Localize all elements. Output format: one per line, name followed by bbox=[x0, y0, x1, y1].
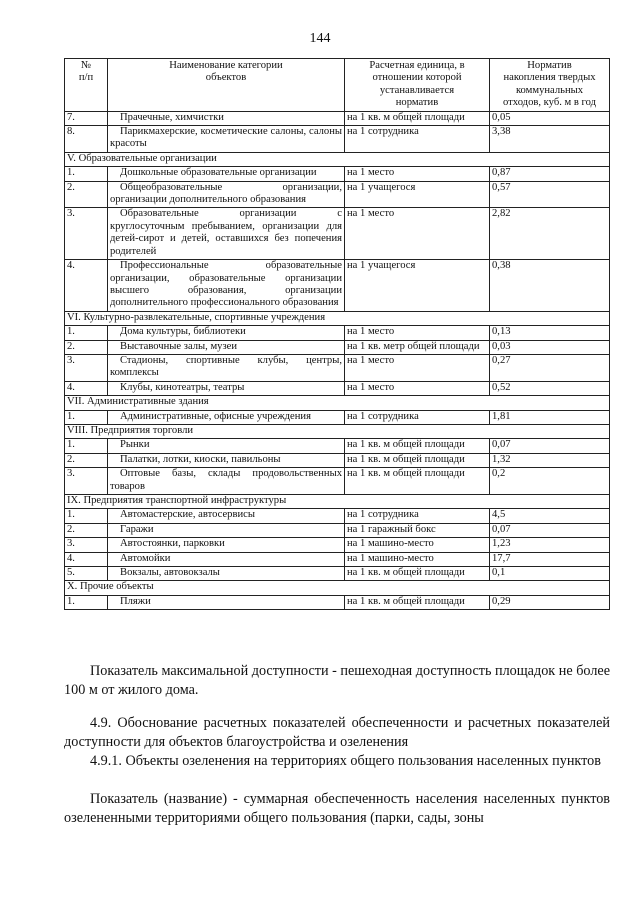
row-number: 3. bbox=[65, 354, 108, 381]
header-unit bbox=[345, 59, 490, 112]
norm-value: 2,82 bbox=[490, 208, 610, 260]
table-row bbox=[65, 167, 610, 181]
unit-of-measure: на 1 учащегося bbox=[345, 181, 490, 208]
table-row bbox=[65, 552, 610, 566]
row-number: 2. bbox=[65, 181, 108, 208]
table-row bbox=[65, 381, 610, 395]
table-section-row bbox=[65, 396, 610, 410]
table-row bbox=[65, 354, 610, 381]
table-row bbox=[65, 509, 610, 523]
unit-of-measure: на 1 кв. м общей площади bbox=[345, 111, 490, 125]
row-number: 3. bbox=[65, 538, 108, 552]
norm-value: 0,07 bbox=[490, 439, 610, 453]
category-name: Дошкольные образовательные организации bbox=[108, 167, 345, 181]
row-number: 2. bbox=[65, 340, 108, 354]
norm-value: 0,57 bbox=[490, 181, 610, 208]
table-row bbox=[65, 208, 610, 260]
table-row bbox=[65, 326, 610, 340]
norm-value: 3,38 bbox=[490, 126, 610, 153]
unit-of-measure: на 1 кв. м общей площади bbox=[345, 567, 490, 581]
table-row bbox=[65, 439, 610, 453]
waste-norms-table bbox=[64, 58, 610, 610]
unit-of-measure: на 1 место bbox=[345, 381, 490, 395]
category-name: Гаражи bbox=[108, 523, 345, 537]
header-num-text: № п/п bbox=[78, 60, 94, 84]
row-number: 4. bbox=[65, 381, 108, 395]
norm-value: 0,29 bbox=[490, 595, 610, 609]
category-name: Автостоянки, парковки bbox=[108, 538, 345, 552]
category-name: Прачечные, химчистки bbox=[108, 111, 345, 125]
unit-of-measure: на 1 сотрудника bbox=[345, 126, 490, 153]
unit-of-measure: на 1 кв. м общей площади bbox=[345, 439, 490, 453]
norm-value: 4,5 bbox=[490, 509, 610, 523]
section-title: VI. Культурно-развлекательные, спортивные учреждения bbox=[65, 311, 610, 325]
table-row bbox=[65, 260, 610, 312]
header-norm bbox=[490, 59, 610, 112]
paragraph-section-4-9: 4.9. Обоснование расчетных показателей обеспеченности и расчетных показателей доступности для объектов благоустройства и озеленения bbox=[64, 715, 610, 750]
table-section-row bbox=[65, 152, 610, 166]
category-name: Дома культуры, библиотеки bbox=[108, 326, 345, 340]
unit-of-measure: на 1 сотрудника bbox=[345, 509, 490, 523]
row-number: 5. bbox=[65, 567, 108, 581]
table-body bbox=[65, 111, 610, 610]
table-row bbox=[65, 567, 610, 581]
category-name: Образовательные организации с круглосуточным пребыванием, организации для детей-сирот и детей, оставшихся без попечения родителей bbox=[108, 208, 345, 260]
norm-value: 1,32 bbox=[490, 453, 610, 467]
section-title: VII. Административные здания bbox=[65, 396, 610, 410]
unit-of-measure: на 1 место bbox=[345, 167, 490, 181]
paragraph-accessibility: Показатель максимальной доступности - пешеходная доступность площадок не более 100 м от жилого дома. bbox=[64, 663, 610, 698]
table-row bbox=[65, 340, 610, 354]
section-title: IX. Предприятия транспортной инфраструктуры bbox=[65, 495, 610, 509]
page-number: 144 bbox=[309, 31, 331, 46]
row-number: 1. bbox=[65, 439, 108, 453]
unit-of-measure: на 1 место bbox=[345, 326, 490, 340]
row-number: 4. bbox=[65, 552, 108, 566]
paragraph-section-4-9-1: 4.9.1. Объекты озеленения на территориях общего пользования населенных пунктов bbox=[90, 753, 601, 769]
row-number: 7. bbox=[65, 111, 108, 125]
table-row bbox=[65, 453, 610, 467]
table-row bbox=[65, 126, 610, 153]
row-number: 2. bbox=[65, 523, 108, 537]
unit-of-measure: на 1 машино-место bbox=[345, 538, 490, 552]
section-title: V. Образовательные организации bbox=[65, 152, 610, 166]
category-name: Автомастерские, автосервисы bbox=[108, 509, 345, 523]
category-name: Общеобразовательные организации, организации дополнительного образования bbox=[108, 181, 345, 208]
section-title: VIII. Предприятия торговли bbox=[65, 424, 610, 438]
table-section-row bbox=[65, 311, 610, 325]
header-name bbox=[108, 59, 345, 112]
row-number: 1. bbox=[65, 326, 108, 340]
unit-of-measure: на 1 сотрудника bbox=[345, 410, 490, 424]
unit-of-measure: на 1 кв. м общей площади bbox=[345, 468, 490, 495]
section-title: X. Прочие объекты bbox=[65, 581, 610, 595]
category-name: Палатки, лотки, киоски, павильоны bbox=[108, 453, 345, 467]
table-row bbox=[65, 538, 610, 552]
row-number: 4. bbox=[65, 260, 108, 312]
norm-value: 0,03 bbox=[490, 340, 610, 354]
paragraph-indicator: Показатель (название) - суммарная обеспеченность населения населенных пунктов озелененными территориями общего пользования (парки, сады, зоны bbox=[64, 791, 610, 826]
unit-of-measure: на 1 учащегося bbox=[345, 260, 490, 312]
unit-of-measure: на 1 место bbox=[345, 208, 490, 260]
unit-of-measure: на 1 гаражный бокс bbox=[345, 523, 490, 537]
table-section-row bbox=[65, 495, 610, 509]
row-number: 1. bbox=[65, 595, 108, 609]
table-row bbox=[65, 181, 610, 208]
unit-of-measure: на 1 машино-место bbox=[345, 552, 490, 566]
norm-value: 0,38 bbox=[490, 260, 610, 312]
table-row bbox=[65, 595, 610, 609]
unit-of-measure: на 1 кв. м общей площади bbox=[345, 595, 490, 609]
row-number: 1. bbox=[65, 509, 108, 523]
row-number: 2. bbox=[65, 453, 108, 467]
category-name: Выставочные залы, музеи bbox=[108, 340, 345, 354]
row-number: 8. bbox=[65, 126, 108, 153]
category-name: Парикмахерские, косметические салоны, салоны красоты bbox=[108, 126, 345, 153]
norm-value: 0,2 bbox=[490, 468, 610, 495]
category-name: Оптовые базы, склады продовольственных товаров bbox=[108, 468, 345, 495]
norm-value: 1,23 bbox=[490, 538, 610, 552]
category-name: Пляжи bbox=[108, 595, 345, 609]
unit-of-measure: на 1 кв. м общей площади bbox=[345, 453, 490, 467]
table-row bbox=[65, 111, 610, 125]
header-name-text: Наименование категории объектов bbox=[169, 60, 283, 84]
norm-value: 17,7 bbox=[490, 552, 610, 566]
table-row bbox=[65, 468, 610, 495]
norm-value: 1,81 bbox=[490, 410, 610, 424]
table-header-row bbox=[65, 59, 610, 112]
category-name: Клубы, кинотеатры, театры bbox=[108, 381, 345, 395]
row-number: 3. bbox=[65, 208, 108, 260]
norm-value: 0,07 bbox=[490, 523, 610, 537]
norm-value: 0,87 bbox=[490, 167, 610, 181]
header-norm-text: Норматив накопления твердых коммунальных отходов, куб. м в год bbox=[503, 60, 596, 109]
category-name: Профессиональные образовательные организации, образовательные организации высшего образования, организации дополнительного профессионального образования bbox=[108, 260, 345, 312]
unit-of-measure: на 1 место bbox=[345, 354, 490, 381]
category-name: Стадионы, спортивные клубы, центры, комплексы bbox=[108, 354, 345, 381]
category-name: Вокзалы, автовокзалы bbox=[108, 567, 345, 581]
norm-value: 0,05 bbox=[490, 111, 610, 125]
category-name: Автомойки bbox=[108, 552, 345, 566]
unit-of-measure: на 1 кв. метр общей площади bbox=[345, 340, 490, 354]
row-number: 1. bbox=[65, 410, 108, 424]
category-name: Административные, офисные учреждения bbox=[108, 410, 345, 424]
table-section-row bbox=[65, 581, 610, 595]
norm-value: 0,27 bbox=[490, 354, 610, 381]
table-row bbox=[65, 410, 610, 424]
row-number: 3. bbox=[65, 468, 108, 495]
header-num bbox=[65, 59, 108, 112]
category-name: Рынки bbox=[108, 439, 345, 453]
norm-value: 0,13 bbox=[490, 326, 610, 340]
header-unit-text: Расчетная единица, в отношении которой устанавливается норматив bbox=[369, 60, 465, 109]
norm-value: 0,52 bbox=[490, 381, 610, 395]
table-section-row bbox=[65, 424, 610, 438]
table-row bbox=[65, 523, 610, 537]
norm-value: 0,1 bbox=[490, 567, 610, 581]
row-number: 1. bbox=[65, 167, 108, 181]
